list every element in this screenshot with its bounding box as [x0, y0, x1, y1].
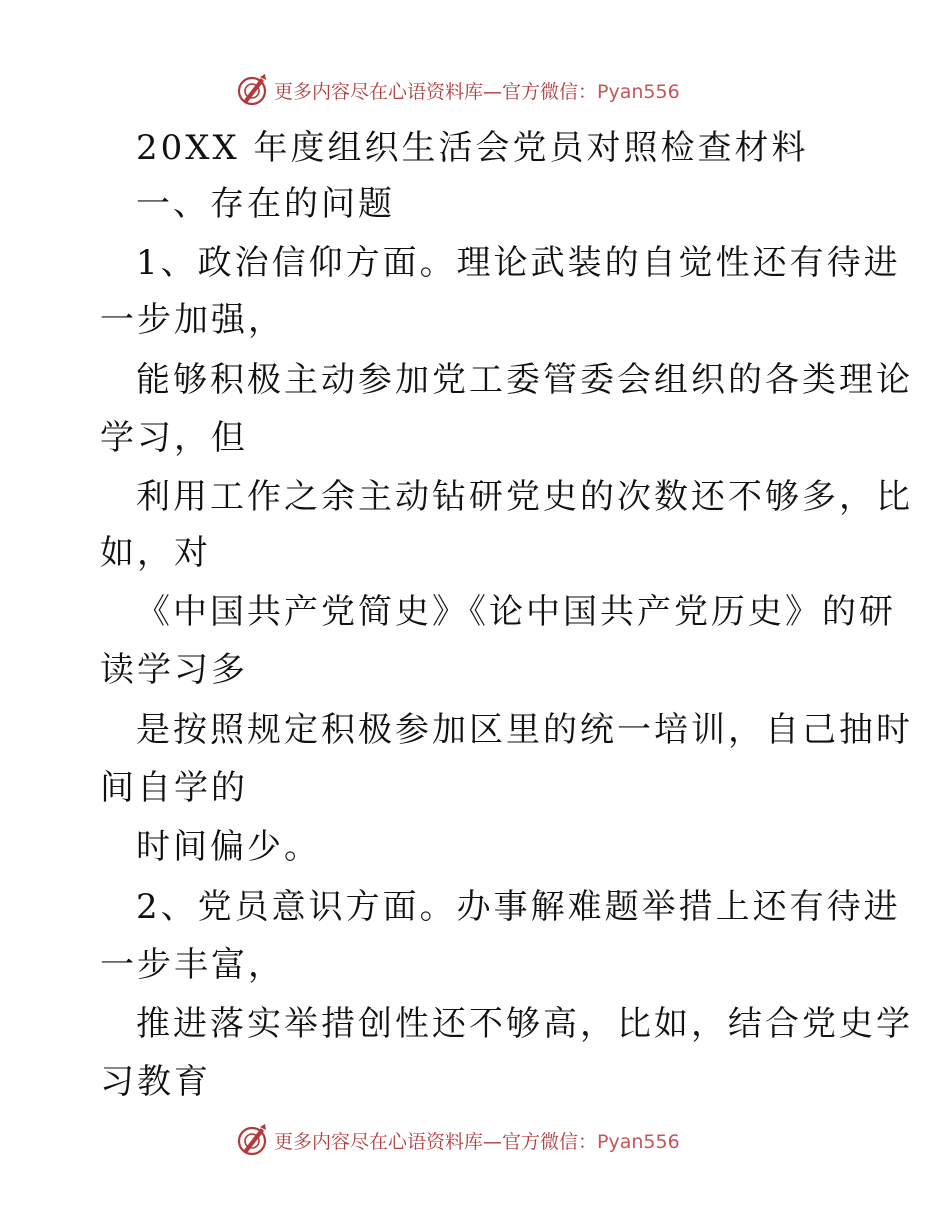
doc-line-3: 1、政治信仰方面。理论武装的自觉性还有待进: [136, 243, 901, 283]
doc-line-4: 一步加强，: [100, 300, 285, 340]
doc-line-17: 习教育: [100, 1062, 211, 1102]
doc-line-10: 读学习多: [100, 650, 248, 690]
pen-logo-icon: [234, 1122, 270, 1158]
doc-line-8: 如，对: [100, 533, 211, 573]
doc-line-11: 是按照规定积极参加区里的统一培训，自己抽时: [136, 710, 913, 750]
doc-line-13: 时间偏少。: [136, 827, 321, 867]
pen-logo-icon: [234, 72, 270, 108]
doc-line-2: 一、存在的问题: [136, 184, 395, 224]
doc-line-1: 20XX 年度组织生活会党员对照检查材料: [136, 128, 809, 168]
watermark-header: [234, 72, 680, 108]
doc-line-12: 间自学的: [100, 768, 248, 808]
doc-line-9: 《中国共产党简史》《论中国共产党历史》的研: [136, 592, 896, 632]
doc-line-15: 一步丰富，: [100, 945, 285, 985]
watermark-text: 更多内容尽在心语资料库—官方微信：: [274, 80, 598, 103]
watermark-wechat-id: Pyan556: [597, 1130, 680, 1153]
doc-line-16: 推进落实举措创性还不够高，比如，结合党史学: [136, 1004, 913, 1044]
watermark-text: 更多内容尽在心语资料库—官方微信：: [274, 1130, 598, 1153]
doc-line-7: 利用工作之余主动钻研党史的次数还不够多，比: [136, 477, 913, 517]
watermark-wechat-id: Pyan556: [597, 80, 680, 103]
doc-line-6: 学习，但: [100, 418, 248, 458]
doc-line-5: 能够积极主动参加党工委管委会组织的各类理论: [136, 360, 913, 400]
watermark-footer: [234, 1122, 680, 1158]
doc-line-14: 2、党员意识方面。办事解难题举措上还有待进: [136, 887, 901, 927]
